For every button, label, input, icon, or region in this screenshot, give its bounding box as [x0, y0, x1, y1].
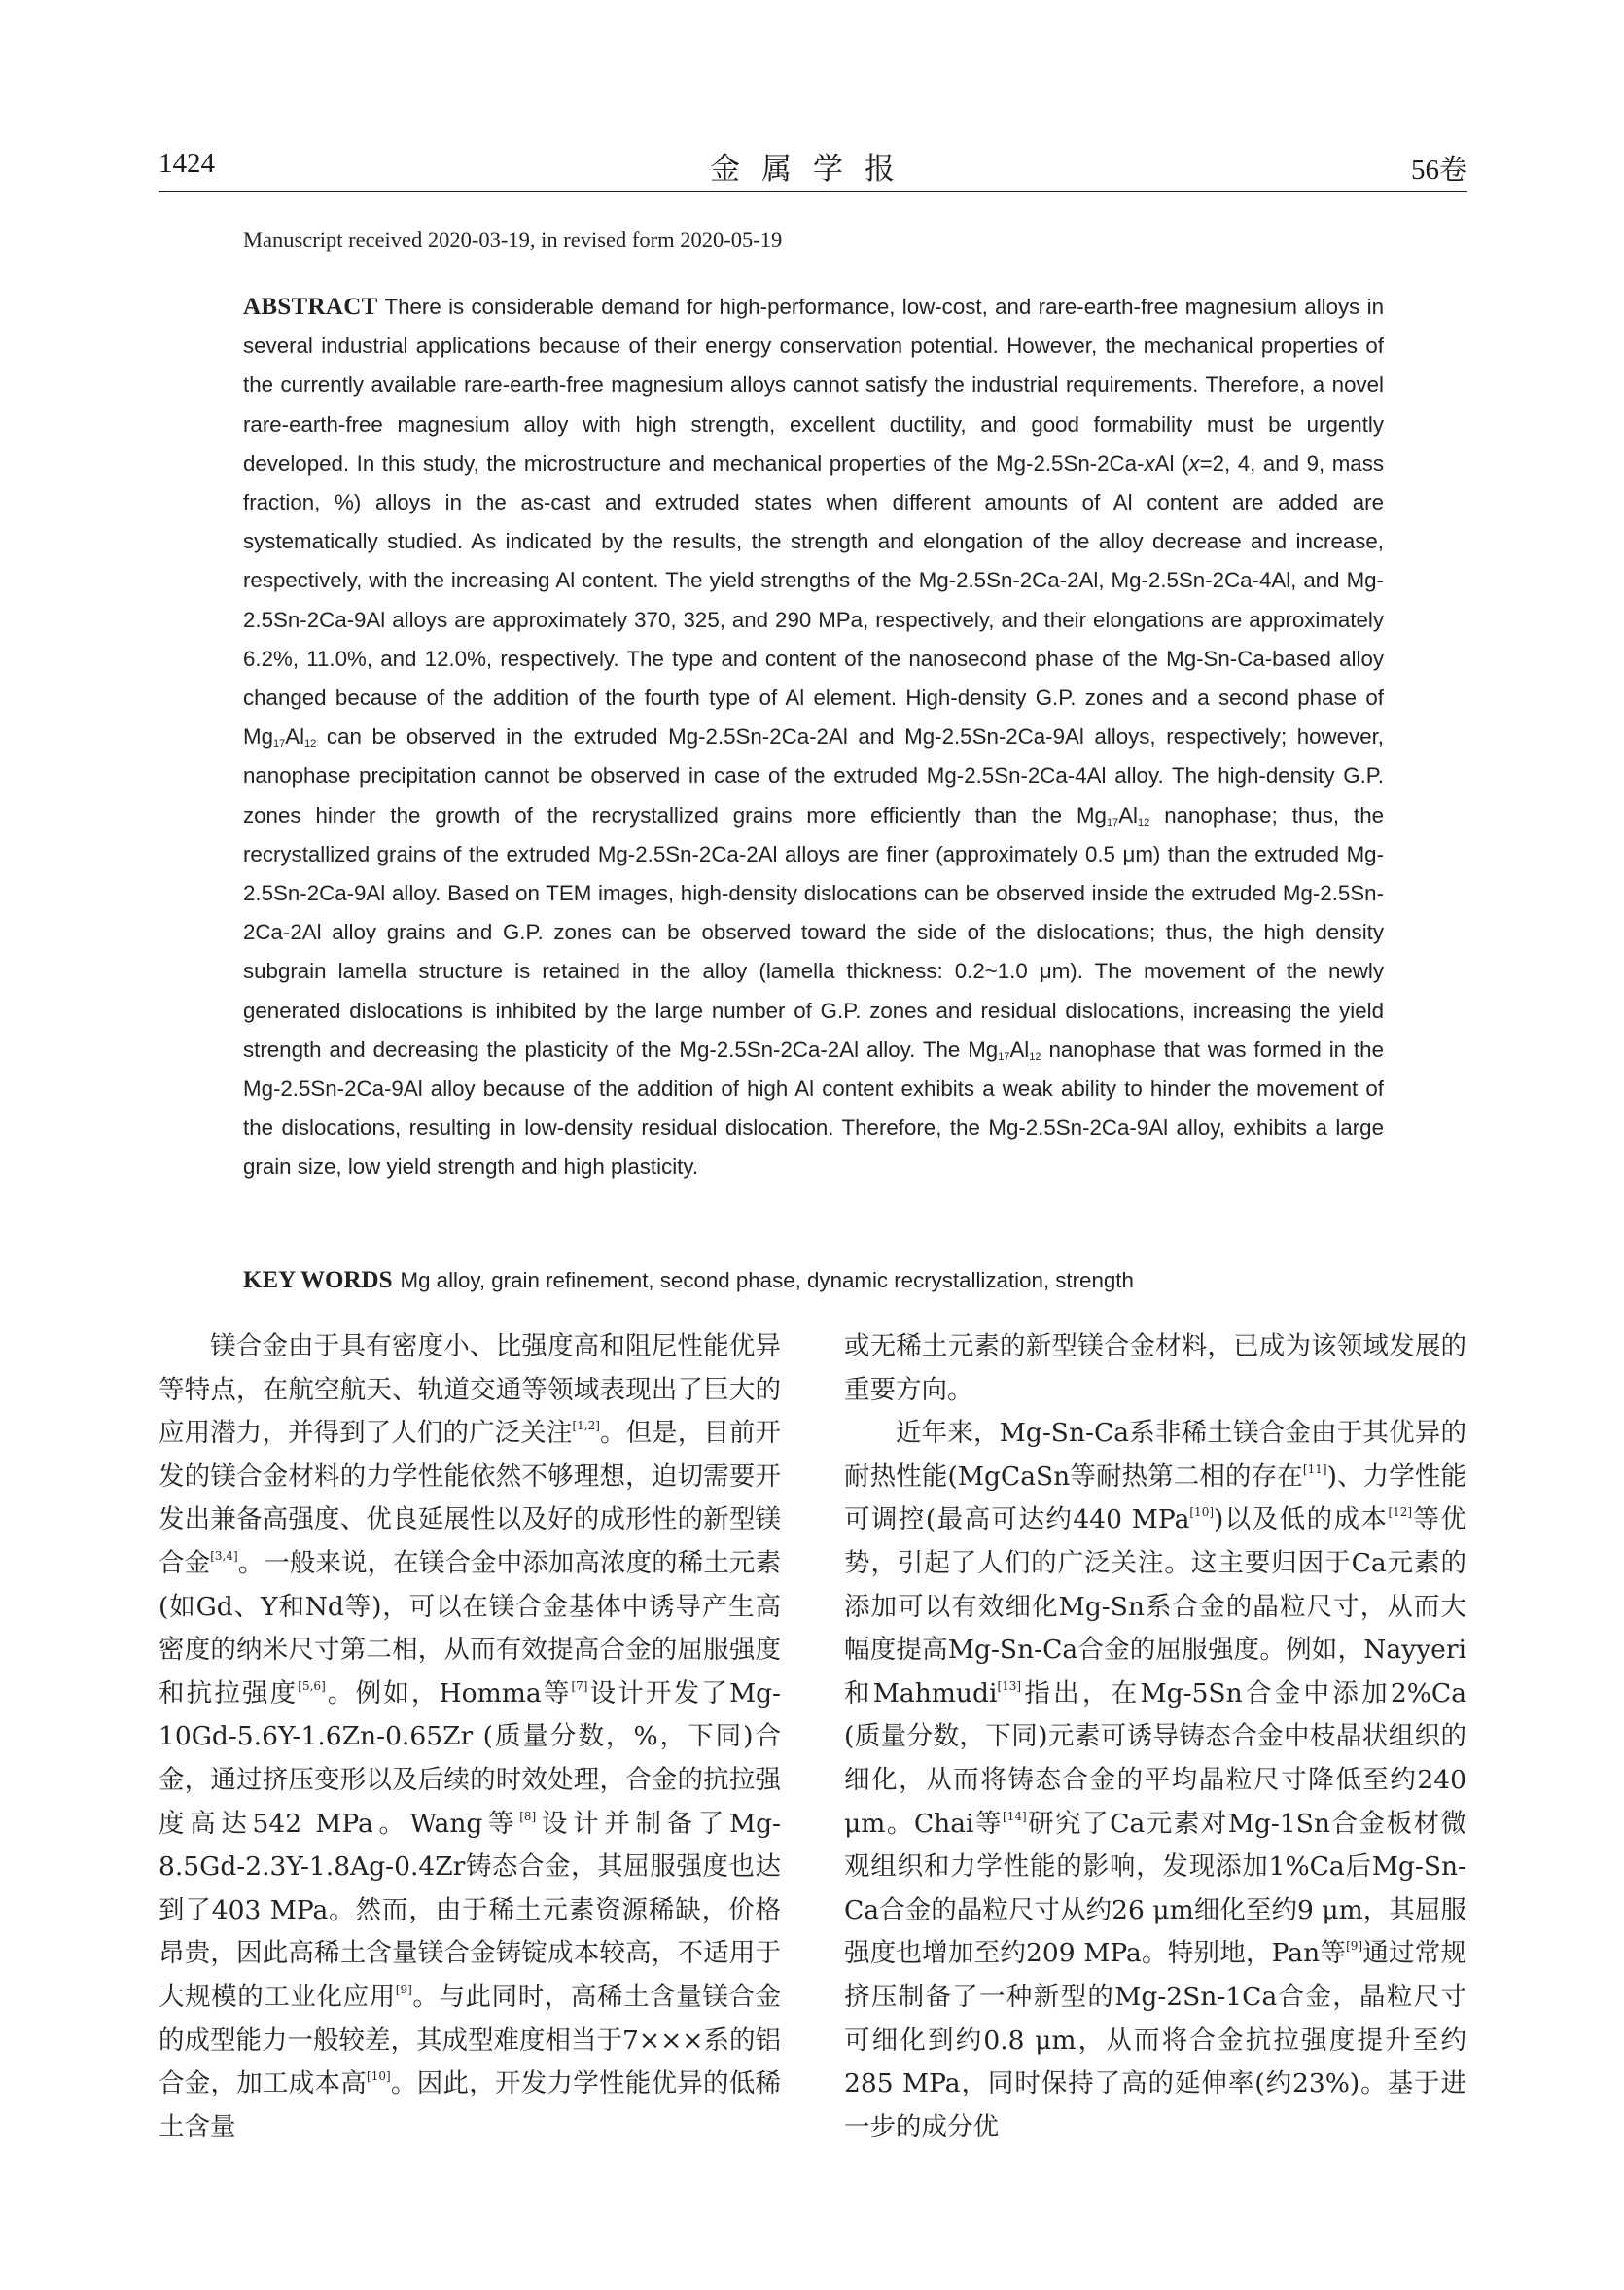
- abstract-text-2: Al (: [1154, 450, 1189, 476]
- paragraph-intro: [159, 1325, 781, 2149]
- keywords-line: [243, 1267, 1384, 1294]
- left-text-8: 。因此，开发力学性能优异的低稀土含量: [159, 2068, 782, 2142]
- abstract-text-4: Al: [285, 724, 305, 750]
- abstract-subscript-6: 12: [1029, 1050, 1041, 1063]
- page-number: 1424: [159, 148, 215, 179]
- abstract-subscript-4: 12: [1138, 816, 1150, 828]
- journal-title: 金属学报: [710, 152, 916, 186]
- abstract-text-7: nanophase; thus, the recrystallized grains of the extruded Mg-2.5Sn-2Ca-2Al alloys are finer (approximately 0.5 μm) than the extruded Mg-2.5Sn-2Ca-9Al alloy. Based on TEM images, high-density dislocations can be observed inside the extruded Mg-2.5Sn-2Ca-2Al alloy grains and G.P. zones can be observed toward the side of the dislocations; thus, the high density subgrain lamella structure is retained in the alloy (lamella thickness: 0.2~1.0 μm). The movement of the newly generated dislocations is inhibited by the large number of G.P. zones and residual dislocations, increasing the yield strength and decreasing the plasticity of the Mg-2.5Sn-2Ca-2Al alloy. The Mg: [243, 802, 1384, 1062]
- citation-ref: [8]: [519, 1809, 537, 1823]
- abstract-text-6: Al: [1118, 802, 1139, 828]
- abstract-var-x-1: x: [1144, 450, 1155, 476]
- right-text-5: 指出，在Mg-5Sn合金中添加2%Ca (质量分数，下同)元素可诱导铸态合金中枝晶状组织的细化，从而将铸态合金的平均晶粒尺寸降低至约240 μm。Chai等: [844, 1677, 1467, 1839]
- citation-ref: [9]: [395, 1982, 412, 1996]
- citation-ref: [3,4]: [210, 1548, 238, 1563]
- citation-ref: [1,2]: [572, 1419, 600, 1433]
- citation-ref: [14]: [1003, 1809, 1027, 1823]
- abstract-text-8: Al: [1009, 1037, 1030, 1062]
- citation-ref: [10]: [367, 2069, 391, 2084]
- right-text-6: 研究了Ca元素对Mg-1Sn合金板材微观组织和力学性能的影响，发现添加1%Ca后Mg-Sn-Ca合金的晶粒尺寸从约26 μm细化至约9 μm，其屈服强度也增加至约209 MPa。特别地，Pan等: [844, 1808, 1466, 1969]
- header-rule: [159, 191, 1467, 192]
- abstract-label: ABSTRACT: [243, 294, 378, 320]
- left-text-3: 。一般来说，在镁合金中添加高浓度的稀土元素(如Gd、Y和Nd等)，可以在镁合金基体中诱导产生高密度的纳米尺寸第二相，从而有效提高合金的屈服强度和抗拉强度: [159, 1547, 782, 1709]
- citation-ref: [11]: [1302, 1462, 1327, 1476]
- abstract-subscript-2: 12: [304, 738, 317, 751]
- right-text-1: 近年来，Mg-Sn-Ca系非稀土镁合金由于其优异的耐热性能(MgCaSn等耐热第二相的存在: [844, 1418, 1466, 1492]
- abstract-var-x-2: x: [1188, 450, 1200, 476]
- body-column-left: [159, 1325, 781, 2149]
- page-header: [159, 144, 1467, 187]
- abstract-subscript-5: 17: [998, 1050, 1010, 1063]
- right-text-7: 通过常规挤压制备了一种新型的Mg-2Sn-1Ca合金，晶粒尺寸可细化到约0.8 μm，从而将合金抗拉强度提升至约285 MPa，同时保持了高的延伸率(约23%)。基于进一步的成分优: [844, 1938, 1466, 2142]
- abstract-text-1: There is considerable demand for high-performance, low-cost, and rare-earth-free magnesium alloys in several industrial applications because of their energy conservation potential. However, the mechanical properties of the currently available rare-earth-free magnesium alloys cannot satisfy the industrial requirements. Therefore, a novel rare-earth-free magnesium alloy with high strength, excellent ductility, and good formability must be urgently developed. In this study, the microstructure and mechanical properties of the Mg-2.5Sn-2Ca-: [243, 295, 1384, 476]
- left-text-5: 设计开发了Mg-10Gd-5.6Y-1.6Zn-0.65Zr (质量分数，%，下同)合金，通过挤压变形以及后续的时效处理，合金的抗拉强度高达542 MPa。Wang等: [159, 1677, 781, 1839]
- left-text-4: 。例如，Homma等: [325, 1677, 572, 1709]
- left-text-1: 镁合金由于具有密度小、比强度高和阻尼性能优异等特点，在航空航天、轨道交通等领域表现出了巨大的应用潜力，并得到了人们的广泛关注: [159, 1331, 781, 1449]
- keywords-label: KEY WORDS: [243, 1267, 393, 1293]
- abstract-subscript-3: 17: [1106, 816, 1119, 828]
- citation-ref: [12]: [1388, 1505, 1413, 1520]
- left-text-2: 。但是，目前开发的镁合金材料的力学性能依然不够理想，迫切需要开发出兼备高强度、优良延展性以及好的成形性的新型镁合金: [159, 1418, 782, 1578]
- keywords-text: Mg alloy, grain refinement, second phase, dynamic recrystallization, strength: [400, 1268, 1134, 1292]
- body-column-right: [844, 1325, 1466, 2149]
- volume-label: 56卷: [1410, 155, 1467, 186]
- abstract-text-3: =2, 4, and 9, mass fraction, %) alloys in the as-cast and extruded states when different amounts of Al content are added are systematically studied. As indicated by the results, the strength and elongation of the alloy decrease and increase, respectively, with the increasing Al content. The yield strengths of the Mg-2.5Sn-2Ca-2Al, Mg-2.5Sn-2Ca-4Al, and Mg-2.5Sn-2Ca-9Al alloys are approximately 370, 325, and 290 MPa, respectively, and their elongations are approximately 6.2%, 11.0%, and 12.0%, respectively. The type and content of the nanosecond phase of the Mg-Sn-Ca-based alloy changed because of the addition of the fourth type of Al element. High-density G.P. zones and a second phase of Mg: [243, 450, 1385, 750]
- right-text-2: )、力学性能可调控(最高可达约440 MPa: [844, 1461, 1467, 1535]
- right-text-4: 等优势，引起了人们的广泛关注。这主要归因于Ca元素的添加可以有效细化Mg-Sn系合金的晶粒尺寸，从而大幅度提高Mg-Sn-Ca合金的屈服强度。例如，Nayyeri和Mahmudi: [844, 1504, 1466, 1709]
- abstract-subscript-1: 17: [272, 738, 286, 751]
- citation-ref: [13]: [997, 1678, 1022, 1693]
- citation-ref: [10]: [1189, 1505, 1215, 1520]
- citation-ref: [9]: [1346, 1939, 1363, 1954]
- citation-ref: [5,6]: [298, 1678, 326, 1693]
- abstract-block: [243, 288, 1384, 1187]
- paragraph-mg-sn-ca: [844, 1412, 1466, 2149]
- paragraph-continued: 或无稀土元素的新型镁合金材料，已成为该领域发展的重要方向。: [844, 1331, 1466, 1405]
- abstract-text-9: nanophase that was formed in the Mg-2.5Sn-2Ca-9Al alloy because of the addition of high Al content exhibits a weak ability to hinder the movement of the dislocations, resulting in low-density residual dislocation. Therefore, the Mg-2.5Sn-2Ca-9Al alloy, exhibits a large grain size, low yield strength and high plasticity.: [243, 1037, 1384, 1180]
- manuscript-received: Manuscript received 2020-03-19, in revised form 2020-05-19: [243, 228, 783, 252]
- right-text-3: )以及低的成本: [1214, 1504, 1389, 1535]
- abstract-text-5: can be observed in the extruded Mg-2.5Sn-2Ca-2Al and Mg-2.5Sn-2Ca-9Al alloys, respectively; however, nanophase precipitation cannot be observed in case of the extruded Mg-2.5Sn-2Ca-4Al alloy. The high-density G.P. zones hinder the growth of the recrystallized grains more efficiently than the Mg: [243, 724, 1384, 828]
- citation-ref: [7]: [571, 1678, 588, 1693]
- left-text-6: 设计并制备了Mg-8.5Gd-2.3Y-1.8Ag-0.4Zr铸态合金，其屈服强度也达到了403 MPa。然而，由于稀土元素资源稀缺，价格昂贵，因此高稀土含量镁合金铸锭成本较高，不适用于大规模的工业化应用: [159, 1808, 781, 2012]
- left-text-7: 。与此同时，高稀土含量镁合金的成型能力一般较差，其成型难度相当于7×××系的铝合金，加工成本高: [159, 1981, 782, 2099]
